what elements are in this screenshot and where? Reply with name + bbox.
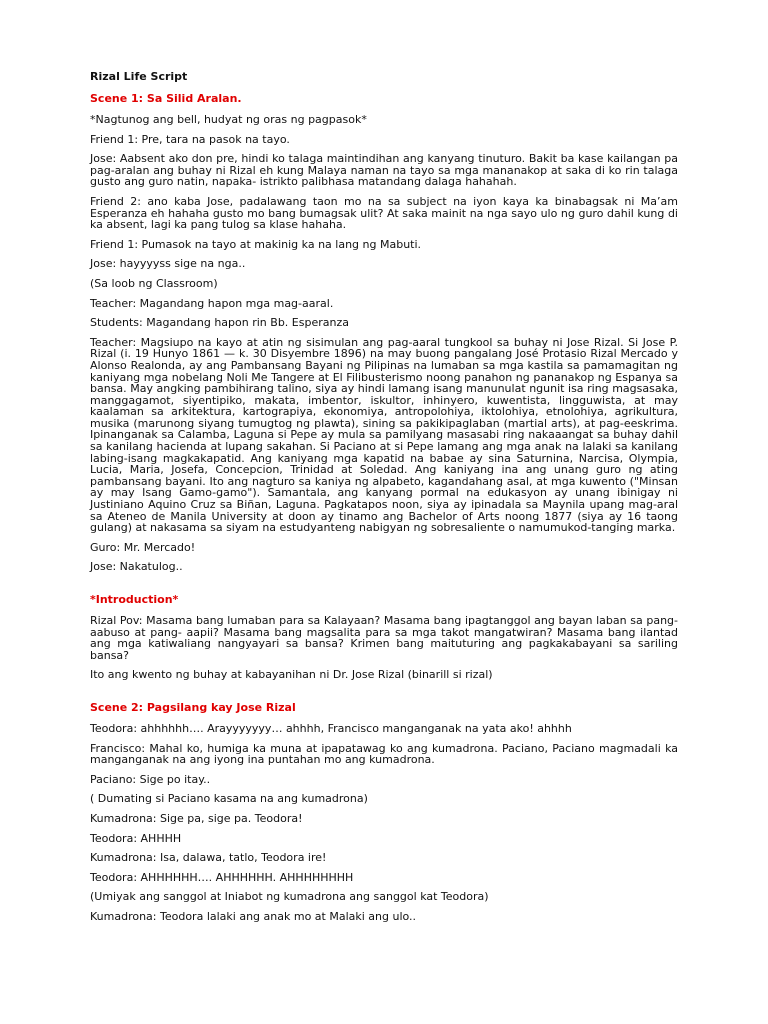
- script-line: Teacher: Magandang hapon mga mag-aaral.: [90, 296, 334, 310]
- script-line: Kumadrona: Teodora lalaki ang anak mo at Malaki ang ulo..: [90, 909, 417, 923]
- script-line: Jose: hayyyyss sige na nga..: [90, 257, 246, 271]
- script-line: Kumadrona: Isa, dalawa, tatlo, Teodora ire!: [90, 851, 327, 865]
- script-line: Kumadrona: Sige pa, sige pa. Teodora!: [90, 811, 303, 825]
- script-line: Friend 1: Pre, tara na pasok na tayo.: [90, 132, 290, 146]
- script-line: Francisco: Mahal ko, humiga ka muna at ipapatawag ko ang kumadrona. Paciano, Paciano magmadali ka manganganak na ang iyong ina puntahan mo ang kumadrona.: [90, 741, 678, 767]
- script-line: Guro: Mr. Mercado!: [90, 540, 196, 554]
- script-line: Teodora: AHHHH: [90, 831, 182, 845]
- script-line: Friend 2: ano kaba Jose, padalawang taon mo na sa subject na iyon kaya ka binabagsak ni Ma’am Esperanza eh hahaha gusto mo bang bumagsak ulit? At saka mainit na nga sayo ulo ng guro dahil kung di ka absent, lagi ka pang tulog sa klase hahaha.: [90, 194, 678, 232]
- script-line: ( Dumating si Paciano kasama na ang kumadrona): [90, 792, 368, 806]
- section-gap: [90, 581, 678, 593]
- script-line: (Umiyak ang sanggol at Iniabot ng kumadrona ang sanggol kat Teodora): [90, 890, 489, 904]
- script-line: Teacher: Magsiupo na kayo at atin ng sisimulan ang pag-aaral tungkool sa buhay ni Jose Rizal. Si Jose P. Rizal (i. 19 Hunyo 1861 — k. 30 Disyembre 1896) na may buong pangalang José Protasio Rizal Mercado y Alonso Realonda, ay ang Pambansang Bayani ng Pilipinas na lumaban sa mga kastila sa pamamagitan ng kaniyang mga nobelang Noli Me Tangere at El Filibusterismo noong panahon ng pananakop ng Espanya sa bansa. May angking pambihirang talino, siya ay hindi lamang isang manunulat ngunit isa ring magsasaka, manggagamot, siyentipiko, makata, imbentor, iskultor, inhinyero, kuwentista, lingguwista, at may kaalaman sa arkitektura, kartograpiya, ekonomiya, antropolohiya, iktolohiya, etnolohiya, agrikultura, musika (marunong siyang tumugtog ng plawta), sining sa pakikipaglaban (martial arts), at pag-eeskrima. Ipinanganak sa Calamba, Laguna si Pepe ay mula sa pamilyang masasabi ring nakaaangat sa buhay dahil sa kanilang hacienda at lupang sakahan. Si Paciano at si Pepe lamang ang mga anak na lalaki sa kanilang labing-isang magkakapatid. Ang kaniyang mga kapatid na babae ay sina Saturnina, Narcisa, Olympia, Lucia, Maria, Josefa, Concepcion, Trinidad at Soledad. Ang kaniyang ina ang unang guro ng ating pambansang bayani. Ito ang nagturo sa kaniya ng alpabeto, kagandahang asal, at mga kuwento ("Minsan ay may Isang Gamo-gamo"). Samantala, ang kanyang pormal na edukasyon ay unang ibinigay ni Justiniano Aquino Cruz sa Biñan, Laguna. Pagkatapos noon, siya ay ipinadala sa Maynila upang mag-aral sa Ateneo de Manila University at doon ay tinamo ang Bachelor of Arts noong 1877 (siya ay 16 taong gulang) at nakasama sa siyam na estudyanteng nabigyan ng sobresaliente o namumukod-tanging marka.: [90, 335, 678, 535]
- scene-2-heading: Scene 2: Pagsilang kay Jose Rizal: [90, 700, 296, 714]
- document-page: [90, 70, 678, 931]
- script-line: Ito ang kwento ng buhay at kabayanihan ni Dr. Jose Rizal (binarill si rizal): [90, 668, 493, 682]
- scene-1-heading: Scene 1: Sa Silid Aralan.: [90, 92, 242, 105]
- script-line: (Sa loob ng Classroom): [90, 276, 218, 290]
- script-line: Teodora: AHHHHHH…. AHHHHHH. AHHHHHHHH: [90, 870, 354, 884]
- script-line: Paciano: Sige po itay..: [90, 772, 211, 786]
- script-line: Friend 1: Pumasok na tayo at makinig ka na lang ng Mabuti.: [90, 237, 422, 251]
- script-line: Jose: Nakatulog..: [90, 560, 183, 574]
- script-line: *Nagtunog ang bell, hudyat ng oras ng pagpasok*: [90, 113, 367, 126]
- script-line: Rizal Pov: Masama bang lumaban para sa Kalayaan? Masama bang ipagtanggol ang bayan laban sa pang- aabuso at pang- aapii? Masama bang magsalita para sa mga takot mangatwiran? Masama bang ilantad ang mga katiwaliang nangyayari sa bansa? Krimen bang maituturing ang pagkakabayani sa sariling bansa?: [90, 614, 678, 662]
- script-line: Jose: Aabsent ako don pre, hindi ko talaga maintindihan ang kanyang tinuturo. Bakit ba kase kailangan pa pag-aralan ang buhay ni Rizal eh kung Malaya naman na tayo sa mga mananakop at saka di ko rin talaga gusto ang guro natin, napaka- istrikto palibhasa matandang dalaga hahahah.: [90, 152, 678, 189]
- script-line: Students: Magandang hapon rin Bb. Esperanza: [90, 316, 349, 330]
- introduction-heading: *Introduction*: [90, 593, 179, 606]
- document-title: Rizal Life Script: [90, 70, 188, 83]
- section-gap: [90, 689, 678, 701]
- script-line: Teodora: ahhhhhh…. Arayyyyyyy… ahhhh, Francisco manganganak na yata ako! ahhhh: [90, 721, 572, 735]
